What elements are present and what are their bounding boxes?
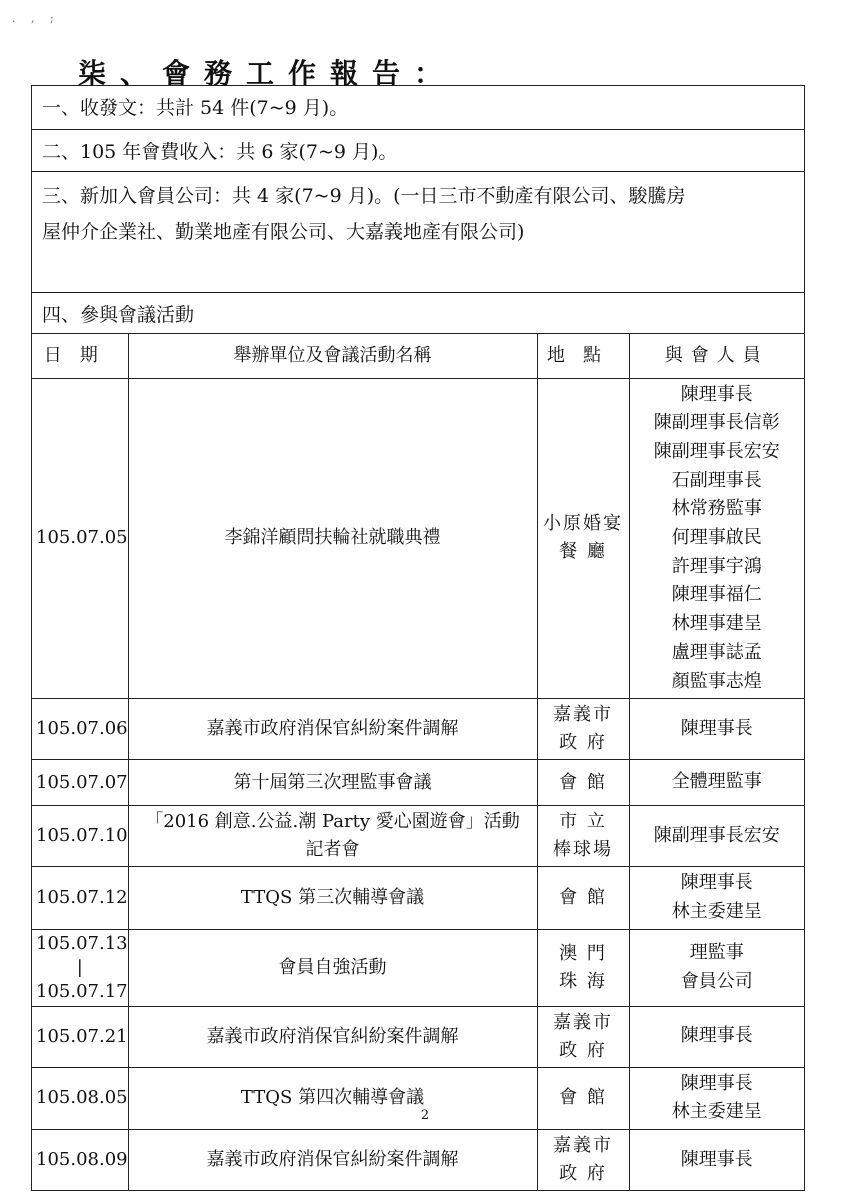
cell-date [32,378,128,699]
cell-date-line: 105.07.13 [36,932,128,954]
cell-attendees [629,1130,804,1191]
cell-event-name [128,378,537,699]
table-row [32,867,804,929]
cell-event-name-line: 第十屆第三次理監事會議 [233,771,432,793]
cell-event-name-line: 嘉義市政府消保官糾紛案件調解 [206,1025,459,1047]
cell-attendees-line: 林理事建呈 [671,613,762,635]
cell-date-line: 105.07.17 [36,980,128,1002]
cell-event-name-line: 嘉義市政府消保官糾紛案件調解 [206,1149,459,1171]
cell-place-line: 嘉義市 [553,1135,613,1157]
cell-attendees-line: 陳理事長 [680,1025,753,1047]
cell-attendees-line: 陳理事福仁 [671,584,762,606]
cell-date [32,929,128,1006]
report-box [31,85,805,1191]
cell-date-line: | [76,956,83,978]
header-name: 舉辦單位及會議活動名稱 [128,334,537,378]
cell-place-line: 會 館 [559,771,607,793]
item-meeting-activities: 四、參與會議活動 [32,293,804,334]
cell-event-name [128,760,537,806]
cell-date-line: 105.07.21 [36,1025,128,1047]
cell-attendees-line: 陳理事長 [680,717,753,739]
cell-place-line: 餐 廳 [559,541,607,563]
header-attendees: 與會人員 [629,334,804,378]
cell-attendees-line: 顏監事志煌 [671,670,762,692]
cell-place [537,1130,629,1191]
cell-place [537,760,629,806]
cell-place-line: 政 府 [559,732,607,754]
cell-attendees-line: 陳副理事長宏安 [653,824,780,846]
cell-event-name-line: TTQS 第四次輔導會議 [240,1087,425,1109]
cell-attendees [629,760,804,806]
cell-event-name [128,929,537,1006]
table-row [32,760,804,806]
cell-place-line: 政 府 [559,1163,607,1185]
cell-place [537,699,629,760]
table-row [32,699,804,760]
cell-place [537,929,629,1006]
cell-attendees-line: 理監事 [689,941,744,963]
cell-date [32,867,128,929]
cell-attendees [629,699,804,760]
table-row [32,806,804,867]
meetings-table [32,334,804,1190]
cell-place [537,378,629,699]
cell-event-name-line: 記者會 [305,839,360,861]
header-place: 地點 [537,334,629,378]
cell-place-line: 嘉義市 [553,1011,613,1033]
cell-date-line: 105.07.07 [36,771,128,793]
cell-attendees [629,1006,804,1067]
cell-date-line: 105.07.05 [36,527,128,549]
cell-place-line: 政 府 [559,1039,607,1061]
cell-place [537,867,629,929]
cell-attendees-line: 何理事啟民 [671,527,762,549]
cell-event-name [128,699,537,760]
cell-place-line: 嘉義市 [553,704,613,726]
cell-attendees-line: 林主委建呈 [671,1101,762,1123]
cell-event-name-line: 嘉義市政府消保官糾紛案件調解 [206,718,459,740]
cell-date-line: 105.08.09 [36,1149,128,1171]
header-date: 日期 [32,334,128,378]
cell-place [537,806,629,867]
cell-attendees-line: 林常務監事 [671,498,762,520]
cell-place-line: 棒球場 [553,839,613,861]
cell-attendees-line: 全體理監事 [671,771,762,793]
cell-place-line: 小原婚宴 [543,513,623,535]
cell-attendees [629,806,804,867]
table-row [32,1006,804,1067]
cell-attendees [629,378,804,699]
cell-date [32,1006,128,1067]
cell-place-line: 澳 門 [559,942,607,964]
item-new-members-line2: 屋仲介企業社、勤業地產有限公司、大嘉義地產有限公司) [42,221,525,243]
cell-attendees [629,867,804,929]
table-row [32,929,804,1006]
section-title: 柒、會務工作報告： [78,57,457,90]
cell-attendees-line: 陳理事長 [680,872,753,894]
cell-attendees-line: 盧理事誌孟 [671,641,762,663]
scan-marks: . , ; [12,12,60,25]
cell-date-line: 105.08.05 [36,1087,128,1109]
cell-attendees-line: 會員公司 [680,970,753,992]
cell-place-line: 會 館 [559,886,607,908]
cell-event-name [128,867,537,929]
item-new-members-line1: 三、新加入會員公司：共 4 家(7~9 月)。(一日三市不動產有限公司、駿騰房 [42,185,686,207]
table-row [32,1130,804,1191]
cell-place [537,1006,629,1067]
item-membership-fees: 二、105 年會費收入：共 6 家(7~9 月)。 [32,130,804,172]
cell-attendees-line: 陳理事長 [680,1072,753,1094]
cell-attendees-line: 陳副理事長信彰 [653,412,780,434]
cell-event-name [128,1130,537,1191]
cell-date [32,1130,128,1191]
cell-date [32,806,128,867]
cell-date [32,760,128,806]
cell-date [32,699,128,760]
cell-attendees-line: 許理事宇鴻 [671,555,762,577]
item-new-members [32,172,804,293]
page-number: 2 [420,1108,430,1123]
cell-date-line: 105.07.10 [36,825,128,847]
cell-attendees-line: 林主委建呈 [671,900,762,922]
cell-event-name-line: 會員自強活動 [278,956,387,978]
meeting-rows [32,378,804,1190]
cell-place-line: 市 立 [559,811,607,833]
cell-attendees-line: 陳理事長 [680,383,753,405]
item-incoming-documents: 一、收發文：共計 54 件(7~9 月)。 [32,86,804,130]
cell-event-name-line: 李錦洋顧問扶輪社就職典禮 [224,527,441,549]
cell-place-line: 會 館 [559,1087,607,1109]
cell-event-name [128,806,537,867]
cell-event-name [128,1006,537,1067]
table-row [32,378,804,699]
cell-attendees-line: 陳理事長 [680,1148,753,1170]
cell-attendees-line: 石副理事長 [671,469,762,491]
cell-attendees-line: 陳副理事長宏安 [653,440,780,462]
cell-place-line: 珠 海 [559,970,607,992]
table-header-row [32,334,804,378]
cell-attendees [629,929,804,1006]
cell-event-name-line: 「2016 創意.公益.潮 Party 愛心園遊會」活動 [145,811,520,833]
cell-date-line: 105.07.06 [36,718,128,740]
cell-date-line: 105.07.12 [36,886,128,908]
cell-event-name-line: TTQS 第三次輔導會議 [240,886,425,908]
